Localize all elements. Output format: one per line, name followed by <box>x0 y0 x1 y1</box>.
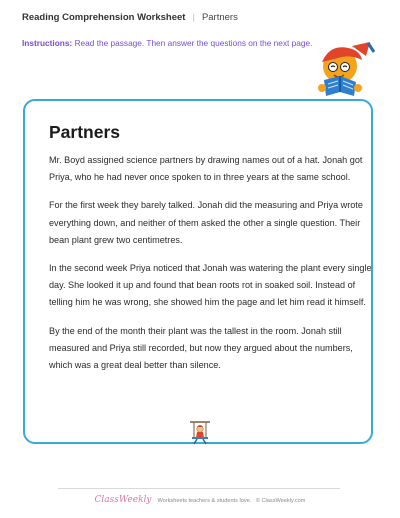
reading-mascot-icon <box>310 40 378 100</box>
instructions-label: Instructions: <box>22 38 73 48</box>
footer-copyright: © ClassWeekly.com <box>255 498 306 504</box>
footer-divider <box>58 488 340 489</box>
instructions <box>22 38 312 48</box>
passage-paragraph: For the first week they barely talked. Jonah did the measuring and Priya wrote everything down, and neither of them asked the other a single question. Their bean plant grew two centimetres. <box>49 200 363 245</box>
worksheet-header <box>22 12 238 23</box>
passage-paragraph: By the end of the month their plant was the tallest in the room. Jonah still measured and Priya still recorded, but now they argued about the numbers, which was a great deal better than silence. <box>49 325 353 371</box>
passage-body <box>49 152 374 385</box>
passage-title: Partners <box>49 122 121 142</box>
worksheet-footer <box>0 495 400 505</box>
instructions-text: Read the passage. Then answer the questions on the next page. <box>74 38 313 48</box>
passage-paragraph: Mr. Boyd assigned science partners by drawing names out of a hat. Jonah got Priya, who he had never once spoken to in three years at the same school. <box>49 155 363 183</box>
header-separator: | <box>192 12 195 23</box>
footer-tagline: Worksheets teachers & students love. <box>157 498 252 504</box>
worksheet-title: Reading Comprehension Worksheet <box>22 12 186 23</box>
worksheet-topic: Partners <box>201 12 238 23</box>
child-on-swing-icon <box>186 420 214 446</box>
brand-logo: ClassWeekly <box>94 495 152 505</box>
passage-paragraph: In the second week Priya noticed that Jonah was watering the plant every single day. She looked it up and found that bean roots rot in soaked soil. Instead of telling him he was wrong, she showed him the page and let him read it himself. <box>49 263 372 308</box>
